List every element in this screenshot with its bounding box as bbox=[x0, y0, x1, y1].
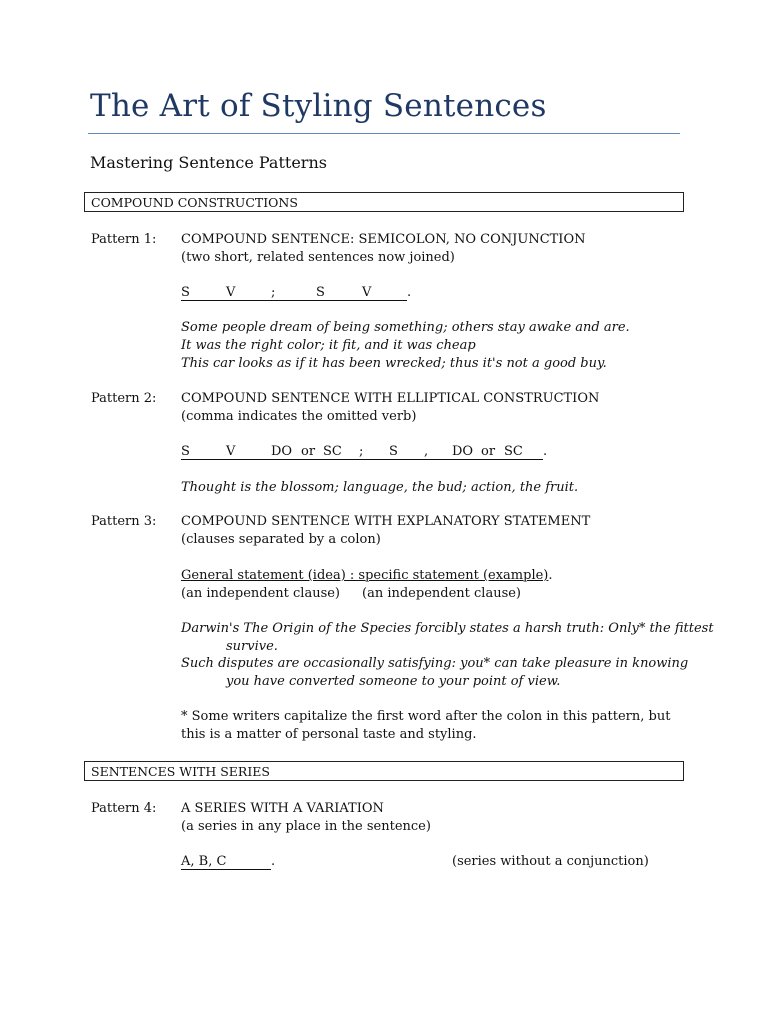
pattern-heading: COMPOUND SENTENCE WITH EXPLANATORY STATEMENT bbox=[181, 514, 591, 529]
pattern-note: (comma indicates the omitted verb) bbox=[181, 409, 417, 424]
document-subtitle: Mastering Sentence Patterns bbox=[90, 153, 327, 172]
pattern-label: Pattern 1: bbox=[91, 232, 157, 247]
formula-token: SC bbox=[323, 444, 342, 459]
pattern-label: Pattern 2: bbox=[91, 391, 157, 406]
section-heading-compound: COMPOUND CONSTRUCTIONS bbox=[84, 192, 684, 212]
formula-underline bbox=[181, 300, 407, 301]
formula-token: . bbox=[407, 285, 412, 300]
formula-token: ; bbox=[271, 285, 276, 300]
formula-text: A, B, C bbox=[181, 854, 227, 869]
footnote: this is a matter of personal taste and styling. bbox=[181, 727, 477, 742]
example-sentence-continued: you have converted someone to your point of view. bbox=[226, 674, 561, 689]
example-sentence: Such disputes are occasionally satisfying: you* can take pleasure in knowing bbox=[181, 656, 689, 671]
formula-token: V bbox=[362, 285, 372, 300]
clause-label: (an independent clause) bbox=[362, 586, 522, 601]
footnote: * Some writers capitalize the first word after the colon in this pattern, but bbox=[181, 709, 671, 724]
document-title: The Art of Styling Sentences bbox=[90, 88, 547, 124]
pattern-formula bbox=[181, 444, 561, 460]
example-sentence: Thought is the blossom; language, the bud; action, the fruit. bbox=[181, 480, 579, 495]
section-heading-series: SENTENCES WITH SERIES bbox=[84, 761, 684, 781]
formula-token: S bbox=[181, 444, 190, 459]
pattern-label: Pattern 3: bbox=[91, 514, 157, 529]
clause-label: (an independent clause) bbox=[181, 586, 341, 601]
formula-token: SC bbox=[504, 444, 523, 459]
formula-note: (series without a conjunction) bbox=[452, 854, 649, 869]
formula-token: ; bbox=[359, 444, 364, 459]
formula-token: DO bbox=[271, 444, 293, 459]
pattern-heading: COMPOUND SENTENCE WITH ELLIPTICAL CONSTRUCTION bbox=[181, 391, 600, 406]
title-rule bbox=[88, 133, 680, 134]
example-sentence-continued: survive. bbox=[226, 639, 278, 654]
pattern-formula bbox=[181, 854, 281, 870]
example-sentence: Darwin's The Origin of the Species forcibly states a harsh truth: Only* the fittest bbox=[181, 621, 714, 636]
pattern-heading: A SERIES WITH A VARIATION bbox=[181, 801, 384, 816]
pattern-note: (a series in any place in the sentence) bbox=[181, 819, 431, 834]
formula-token: . bbox=[543, 444, 548, 459]
formula-text: General statement (idea) : specific statement (example) bbox=[181, 568, 549, 583]
pattern-note: (clauses separated by a colon) bbox=[181, 532, 381, 547]
example-sentence: This car looks as if it has been wrecked; thus it's not a good buy. bbox=[181, 356, 607, 371]
pattern-formula bbox=[181, 285, 421, 301]
formula-token: S bbox=[389, 444, 398, 459]
formula-token: or bbox=[481, 444, 496, 459]
formula-token: or bbox=[301, 444, 316, 459]
example-sentence: It was the right color; it fit, and it was cheap bbox=[181, 338, 476, 353]
formula-token: , bbox=[424, 444, 429, 459]
example-sentence: Some people dream of being something; others stay awake and are. bbox=[181, 320, 630, 335]
formula-end: . bbox=[271, 854, 276, 869]
formula-token: V bbox=[226, 444, 236, 459]
pattern-heading: COMPOUND SENTENCE: SEMICOLON, NO CONJUNCTION bbox=[181, 232, 586, 247]
formula-token: DO bbox=[452, 444, 474, 459]
formula-end: . bbox=[548, 568, 553, 583]
pattern-formula bbox=[181, 568, 553, 584]
formula-token: S bbox=[316, 285, 325, 300]
pattern-note: (two short, related sentences now joined) bbox=[181, 250, 455, 265]
formula-token: V bbox=[226, 285, 236, 300]
pattern-label: Pattern 4: bbox=[91, 801, 157, 816]
formula-token: S bbox=[181, 285, 190, 300]
